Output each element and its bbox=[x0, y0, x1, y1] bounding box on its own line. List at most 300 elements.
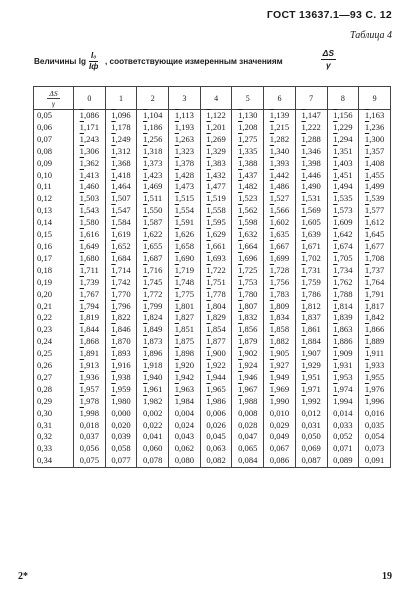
negative-characteristic: 1 bbox=[111, 229, 116, 240]
table-cell: 1,193 bbox=[169, 122, 201, 134]
table-row bbox=[34, 241, 391, 253]
negative-characteristic: 1 bbox=[79, 300, 84, 311]
table-cell: 1,965 bbox=[200, 384, 232, 396]
table-row bbox=[34, 122, 391, 134]
table-cell: 1,772 bbox=[137, 289, 169, 301]
table-cell: 0,091 bbox=[359, 455, 391, 467]
table-cell: 1,460 bbox=[74, 181, 106, 193]
negative-characteristic: 1 bbox=[238, 205, 243, 216]
table-row bbox=[34, 158, 391, 170]
negative-characteristic: 1 bbox=[364, 157, 370, 168]
table-cell: 1,664 bbox=[232, 241, 264, 253]
table-cell: 1,104 bbox=[137, 110, 169, 122]
negative-characteristic: 1 bbox=[111, 217, 116, 228]
table-cell: 1,403 bbox=[327, 158, 359, 170]
negative-characteristic: 1 bbox=[143, 217, 148, 228]
negative-characteristic: 1 bbox=[333, 110, 338, 120]
table-cell: 1,907 bbox=[295, 348, 327, 360]
table-cell: 1,527 bbox=[264, 193, 296, 205]
negative-characteristic: 1 bbox=[364, 205, 370, 216]
table-cell: 1,282 bbox=[264, 134, 296, 146]
table-cell: 0,063 bbox=[200, 443, 232, 455]
title-fraction-denominator: Iф bbox=[89, 62, 99, 71]
negative-characteristic: 1 bbox=[206, 336, 211, 347]
table-cell: 1,605 bbox=[295, 217, 327, 229]
table-row bbox=[34, 265, 391, 277]
negative-characteristic: 1 bbox=[238, 288, 243, 299]
table-cell: 1,896 bbox=[137, 348, 169, 360]
row-header: 0,17 bbox=[34, 253, 74, 265]
table-row bbox=[34, 384, 391, 396]
table-cell: 1,799 bbox=[137, 301, 169, 313]
table-cell: 1,963 bbox=[169, 384, 201, 396]
negative-characteristic: 1 bbox=[143, 157, 148, 168]
table-cell: 1,725 bbox=[232, 265, 264, 277]
negative-characteristic: 1 bbox=[174, 324, 180, 335]
negative-characteristic: 1 bbox=[206, 193, 211, 204]
negative-characteristic: 1 bbox=[79, 240, 84, 251]
table-cell: 1,961 bbox=[137, 384, 169, 396]
negative-characteristic: 1 bbox=[301, 229, 306, 240]
table-cell: 0,084 bbox=[232, 455, 264, 467]
table-cell: 1,927 bbox=[264, 360, 296, 372]
table-cell: 0,039 bbox=[105, 431, 137, 443]
row-header: 0,29 bbox=[34, 396, 74, 408]
negative-characteristic: 1 bbox=[206, 240, 211, 251]
negative-characteristic: 1 bbox=[333, 395, 338, 406]
negative-characteristic: 1 bbox=[269, 300, 275, 311]
table-cell: 0,041 bbox=[137, 431, 169, 443]
table-cell: 1,933 bbox=[359, 360, 391, 372]
negative-characteristic: 1 bbox=[333, 348, 338, 359]
table-cell: 1,256 bbox=[137, 134, 169, 146]
negative-characteristic: 1 bbox=[301, 193, 306, 204]
negative-characteristic: 1 bbox=[364, 288, 370, 299]
negative-characteristic: 1 bbox=[143, 110, 148, 120]
negative-characteristic: 1 bbox=[238, 169, 243, 180]
table-cell: 1,998 bbox=[74, 408, 106, 420]
column-header: 3 bbox=[169, 87, 201, 110]
negative-characteristic: 1 bbox=[79, 407, 84, 418]
table-cell: 1,323 bbox=[169, 146, 201, 158]
table-cell: 1,783 bbox=[264, 289, 296, 301]
table-cell: 0,012 bbox=[295, 408, 327, 420]
negative-characteristic: 1 bbox=[206, 348, 211, 359]
negative-characteristic: 1 bbox=[143, 264, 148, 275]
table-cell: 1,622 bbox=[137, 229, 169, 241]
negative-characteristic: 1 bbox=[111, 181, 116, 192]
negative-characteristic: 1 bbox=[301, 276, 306, 287]
negative-characteristic: 1 bbox=[238, 217, 243, 228]
table-cell: 1,827 bbox=[169, 312, 201, 324]
table-cell: 1,759 bbox=[295, 277, 327, 289]
table-cell: 1,863 bbox=[327, 324, 359, 336]
negative-characteristic: 1 bbox=[206, 288, 211, 299]
negative-characteristic: 1 bbox=[79, 371, 84, 382]
table-cell: 0,026 bbox=[200, 420, 232, 432]
negative-characteristic: 1 bbox=[111, 193, 116, 204]
row-header: 0,22 bbox=[34, 312, 74, 324]
table-cell: 1,531 bbox=[295, 193, 327, 205]
table-cell: 1,909 bbox=[327, 348, 359, 360]
table-cell: 1,739 bbox=[74, 277, 106, 289]
table-row bbox=[34, 336, 391, 348]
negative-characteristic: 1 bbox=[238, 336, 243, 347]
table-cell: 1,756 bbox=[264, 277, 296, 289]
table-header-row bbox=[34, 87, 391, 110]
negative-characteristic: 1 bbox=[111, 276, 116, 287]
table-cell: 1,849 bbox=[137, 324, 169, 336]
negative-characteristic: 1 bbox=[269, 193, 275, 204]
row-header: 0,32 bbox=[34, 431, 74, 443]
table-cell: 1,222 bbox=[295, 122, 327, 134]
negative-characteristic: 1 bbox=[301, 336, 306, 347]
negative-characteristic: 1 bbox=[143, 288, 148, 299]
table-cell: 1,511 bbox=[137, 193, 169, 205]
negative-characteristic: 1 bbox=[174, 348, 180, 359]
negative-characteristic: 1 bbox=[269, 240, 275, 251]
row-header: 0,11 bbox=[34, 181, 74, 193]
page-number: 19 bbox=[382, 571, 392, 582]
table-cell: 1,737 bbox=[359, 265, 391, 277]
table-cell: 1,940 bbox=[137, 372, 169, 384]
negative-characteristic: 1 bbox=[333, 300, 338, 311]
table-cell: 1,201 bbox=[200, 122, 232, 134]
table-cell: 1,716 bbox=[137, 265, 169, 277]
table-cell: 1,595 bbox=[200, 217, 232, 229]
table-cell: 1,990 bbox=[264, 396, 296, 408]
table-cell: 1,652 bbox=[105, 241, 137, 253]
negative-characteristic: 1 bbox=[269, 110, 275, 120]
negative-characteristic: 1 bbox=[143, 121, 148, 132]
negative-characteristic: 1 bbox=[301, 181, 306, 192]
table-row bbox=[34, 110, 391, 122]
table-row bbox=[34, 277, 391, 289]
negative-characteristic: 1 bbox=[238, 312, 243, 323]
negative-characteristic: 1 bbox=[206, 110, 211, 120]
table-cell: 1,786 bbox=[295, 289, 327, 301]
table-cell: 1,929 bbox=[295, 360, 327, 372]
negative-characteristic: 1 bbox=[238, 229, 243, 240]
negative-characteristic: 1 bbox=[364, 336, 370, 347]
table-cell: 0,045 bbox=[200, 431, 232, 443]
negative-characteristic: 1 bbox=[206, 217, 211, 228]
negative-characteristic: 1 bbox=[143, 371, 148, 382]
table-cell: 1,584 bbox=[105, 217, 137, 229]
table-cell: 1,873 bbox=[137, 336, 169, 348]
negative-characteristic: 1 bbox=[269, 348, 275, 359]
table-cell: 1,642 bbox=[327, 229, 359, 241]
negative-characteristic: 1 bbox=[174, 229, 180, 240]
negative-characteristic: 1 bbox=[206, 133, 211, 144]
negative-characteristic: 1 bbox=[301, 348, 306, 359]
table-cell: 1,591 bbox=[169, 217, 201, 229]
table-cell: 1,573 bbox=[327, 205, 359, 217]
row-header: 0,21 bbox=[34, 301, 74, 313]
negative-characteristic: 1 bbox=[333, 205, 338, 216]
row-header: 0,05 bbox=[34, 110, 74, 122]
table-cell: 1,346 bbox=[295, 146, 327, 158]
table-cell: 1,824 bbox=[137, 312, 169, 324]
table-cell: 1,562 bbox=[232, 205, 264, 217]
negative-characteristic: 1 bbox=[174, 205, 180, 216]
table-cell: 0,058 bbox=[105, 443, 137, 455]
table-cell: 1,677 bbox=[359, 241, 391, 253]
negative-characteristic: 1 bbox=[301, 324, 306, 335]
table-cell: 1,378 bbox=[169, 158, 201, 170]
table-cell: 1,693 bbox=[200, 253, 232, 265]
negative-characteristic: 1 bbox=[143, 360, 148, 371]
table-cell: 1,728 bbox=[264, 265, 296, 277]
table-cell: 1,714 bbox=[105, 265, 137, 277]
table-cell: 1,976 bbox=[359, 384, 391, 396]
negative-characteristic: 1 bbox=[269, 133, 275, 144]
negative-characteristic: 1 bbox=[364, 276, 370, 287]
table-cell: 1,884 bbox=[295, 336, 327, 348]
negative-characteristic: 1 bbox=[79, 383, 84, 394]
negative-characteristic: 1 bbox=[269, 276, 275, 287]
negative-characteristic: 1 bbox=[238, 264, 243, 275]
table-cell: 1,775 bbox=[169, 289, 201, 301]
negative-characteristic: 1 bbox=[79, 181, 84, 192]
table-cell: 1,893 bbox=[105, 348, 137, 360]
table-cell: 1,674 bbox=[327, 241, 359, 253]
table-cell: 1,163 bbox=[359, 110, 391, 122]
table-cell: 1,809 bbox=[264, 301, 296, 313]
table-cell: 1,428 bbox=[169, 170, 201, 182]
table-cell: 1,751 bbox=[200, 277, 232, 289]
table-cell: 1,936 bbox=[74, 372, 106, 384]
negative-characteristic: 1 bbox=[269, 383, 275, 394]
table-cell: 1,969 bbox=[264, 384, 296, 396]
table-row bbox=[34, 193, 391, 205]
negative-characteristic: 1 bbox=[206, 169, 211, 180]
negative-characteristic: 1 bbox=[206, 276, 211, 287]
title-delta-denominator: γ bbox=[325, 60, 331, 70]
table-cell: 1,639 bbox=[295, 229, 327, 241]
table-cell: 0,069 bbox=[295, 443, 327, 455]
table-cell: 1,791 bbox=[359, 289, 391, 301]
negative-characteristic: 1 bbox=[174, 217, 180, 228]
table-cell: 1,558 bbox=[200, 205, 232, 217]
table-cell: 1,982 bbox=[137, 396, 169, 408]
table-cell: 1,451 bbox=[327, 170, 359, 182]
negative-characteristic: 1 bbox=[301, 371, 306, 382]
table-row bbox=[34, 372, 391, 384]
negative-characteristic: 1 bbox=[174, 395, 180, 406]
table-cell: 1,616 bbox=[74, 229, 106, 241]
table-row bbox=[34, 431, 391, 443]
negative-characteristic: 1 bbox=[143, 348, 148, 359]
table-cell: 1,745 bbox=[137, 277, 169, 289]
negative-characteristic: 1 bbox=[269, 395, 275, 406]
table-cell: 1,312 bbox=[105, 146, 137, 158]
table-cell: 1,817 bbox=[359, 301, 391, 313]
table-cell: 1,186 bbox=[137, 122, 169, 134]
table-cell: 1,902 bbox=[232, 348, 264, 360]
negative-characteristic: 1 bbox=[269, 252, 275, 263]
negative-characteristic: 1 bbox=[111, 240, 116, 251]
table-cell: 1,944 bbox=[200, 372, 232, 384]
table-cell: 1,486 bbox=[264, 181, 296, 193]
negative-characteristic: 1 bbox=[364, 145, 370, 156]
row-header: 0,34 bbox=[34, 455, 74, 467]
table-cell: 1,911 bbox=[359, 348, 391, 360]
negative-characteristic: 1 bbox=[364, 324, 370, 335]
negative-characteristic: 1 bbox=[238, 121, 243, 132]
negative-characteristic: 1 bbox=[206, 312, 211, 323]
row-header: 0,26 bbox=[34, 360, 74, 372]
negative-characteristic: 1 bbox=[143, 276, 148, 287]
table-cell: 1,619 bbox=[105, 229, 137, 241]
table-cell: 1,122 bbox=[200, 110, 232, 122]
negative-characteristic: 1 bbox=[111, 264, 116, 275]
negative-characteristic: 1 bbox=[238, 252, 243, 263]
negative-characteristic: 1 bbox=[79, 336, 84, 347]
table-row bbox=[34, 443, 391, 455]
table-cell: 1,861 bbox=[295, 324, 327, 336]
table-cell: 0,028 bbox=[232, 420, 264, 432]
table-cell: 1,580 bbox=[74, 217, 106, 229]
table-cell: 1,139 bbox=[264, 110, 296, 122]
table-cell: 0,054 bbox=[359, 431, 391, 443]
table-cell: 1,629 bbox=[200, 229, 232, 241]
negative-characteristic: 1 bbox=[111, 157, 116, 168]
column-header: 2 bbox=[137, 87, 169, 110]
table-cell: 1,655 bbox=[137, 241, 169, 253]
table-cell: 0,087 bbox=[295, 455, 327, 467]
negative-characteristic: 1 bbox=[206, 145, 211, 156]
table-cell: 1,680 bbox=[74, 253, 106, 265]
negative-characteristic: 1 bbox=[364, 110, 370, 120]
table-row bbox=[34, 134, 391, 146]
negative-characteristic: 1 bbox=[333, 371, 338, 382]
negative-characteristic: 1 bbox=[174, 300, 180, 311]
table-cell: 1,566 bbox=[264, 205, 296, 217]
negative-characteristic: 1 bbox=[333, 229, 338, 240]
row-header: 0,31 bbox=[34, 420, 74, 432]
table-cell: 1,507 bbox=[105, 193, 137, 205]
negative-characteristic: 1 bbox=[174, 157, 180, 168]
negative-characteristic: 1 bbox=[269, 145, 275, 156]
negative-characteristic: 1 bbox=[79, 312, 84, 323]
table-cell: 1,839 bbox=[327, 312, 359, 324]
negative-characteristic: 1 bbox=[333, 157, 338, 168]
table-cell: 1,905 bbox=[264, 348, 296, 360]
negative-characteristic: 1 bbox=[79, 276, 84, 287]
table-row bbox=[34, 312, 391, 324]
table-cell: 1,477 bbox=[200, 181, 232, 193]
table-cell: 0,043 bbox=[169, 431, 201, 443]
table-cell: 1,959 bbox=[105, 384, 137, 396]
table-row bbox=[34, 396, 391, 408]
table-cell: 1,423 bbox=[137, 170, 169, 182]
table-cell: 1,770 bbox=[105, 289, 137, 301]
table-cell: 1,957 bbox=[74, 384, 106, 396]
table-cell: 0,002 bbox=[137, 408, 169, 420]
negative-characteristic: 1 bbox=[79, 348, 84, 359]
table-cell: 1,882 bbox=[264, 336, 296, 348]
table-cell: 1,469 bbox=[137, 181, 169, 193]
negative-characteristic: 1 bbox=[206, 371, 211, 382]
table-cell: 0,086 bbox=[264, 455, 296, 467]
table-cell: 0,010 bbox=[264, 408, 296, 420]
table-cell: 1,587 bbox=[137, 217, 169, 229]
negative-characteristic: 1 bbox=[79, 360, 84, 371]
negative-characteristic: 1 bbox=[238, 157, 243, 168]
table-cell: 1,318 bbox=[137, 146, 169, 158]
table-cell: 0,052 bbox=[327, 431, 359, 443]
table-cell: 1,879 bbox=[232, 336, 264, 348]
table-cell: 1,515 bbox=[169, 193, 201, 205]
table-cell: 1,900 bbox=[200, 348, 232, 360]
table-cell: 1,649 bbox=[74, 241, 106, 253]
negative-characteristic: 1 bbox=[364, 133, 370, 144]
table-cell: 1,413 bbox=[74, 170, 106, 182]
negative-characteristic: 1 bbox=[79, 133, 84, 144]
table-cell: 1,351 bbox=[327, 146, 359, 158]
row-header: 0,24 bbox=[34, 336, 74, 348]
negative-characteristic: 1 bbox=[79, 324, 84, 335]
table-cell: 1,130 bbox=[232, 110, 264, 122]
negative-characteristic: 1 bbox=[206, 205, 211, 216]
table-cell: 0,056 bbox=[74, 443, 106, 455]
negative-characteristic: 1 bbox=[301, 252, 306, 263]
negative-characteristic: 1 bbox=[206, 383, 211, 394]
negative-characteristic: 1 bbox=[364, 383, 370, 394]
negative-characteristic: 1 bbox=[301, 300, 306, 311]
table-cell: 0,050 bbox=[295, 431, 327, 443]
table-cell: 1,263 bbox=[169, 134, 201, 146]
table-cell: 1,626 bbox=[169, 229, 201, 241]
table-cell: 0,022 bbox=[137, 420, 169, 432]
table-cell: 1,920 bbox=[169, 360, 201, 372]
negative-characteristic: 1 bbox=[333, 264, 338, 275]
negative-characteristic: 1 bbox=[206, 324, 211, 335]
table-cell: 0,018 bbox=[74, 420, 106, 432]
table-cell: 1,764 bbox=[359, 277, 391, 289]
negative-characteristic: 1 bbox=[238, 240, 243, 251]
negative-characteristic: 1 bbox=[301, 217, 306, 228]
column-header: 5 bbox=[232, 87, 264, 110]
negative-characteristic: 1 bbox=[238, 181, 243, 192]
table-cell: 1,494 bbox=[327, 181, 359, 193]
table-cell: 1,946 bbox=[232, 372, 264, 384]
table-cell: 1,986 bbox=[200, 396, 232, 408]
table-cell: 1,924 bbox=[232, 360, 264, 372]
negative-characteristic: 1 bbox=[174, 360, 180, 371]
table-cell: 1,807 bbox=[232, 301, 264, 313]
table-row bbox=[34, 205, 391, 217]
negative-characteristic: 1 bbox=[174, 110, 180, 120]
negative-characteristic: 1 bbox=[174, 252, 180, 263]
table-title-suffix: , соответствующие измеренным значениям bbox=[105, 57, 283, 66]
negative-characteristic: 1 bbox=[206, 157, 211, 168]
table-cell: 0,004 bbox=[169, 408, 201, 420]
row-header: 0,30 bbox=[34, 408, 74, 420]
negative-characteristic: 1 bbox=[333, 193, 338, 204]
negative-characteristic: 1 bbox=[79, 110, 84, 120]
negative-characteristic: 1 bbox=[333, 145, 338, 156]
table-cell: 1,951 bbox=[295, 372, 327, 384]
row-header: 0,08 bbox=[34, 146, 74, 158]
negative-characteristic: 1 bbox=[364, 229, 370, 240]
row-header: 0,33 bbox=[34, 443, 74, 455]
table-cell: 0,037 bbox=[74, 431, 106, 443]
table-cell: 1,984 bbox=[169, 396, 201, 408]
table-cell: 1,499 bbox=[359, 181, 391, 193]
negative-characteristic: 1 bbox=[301, 288, 306, 299]
